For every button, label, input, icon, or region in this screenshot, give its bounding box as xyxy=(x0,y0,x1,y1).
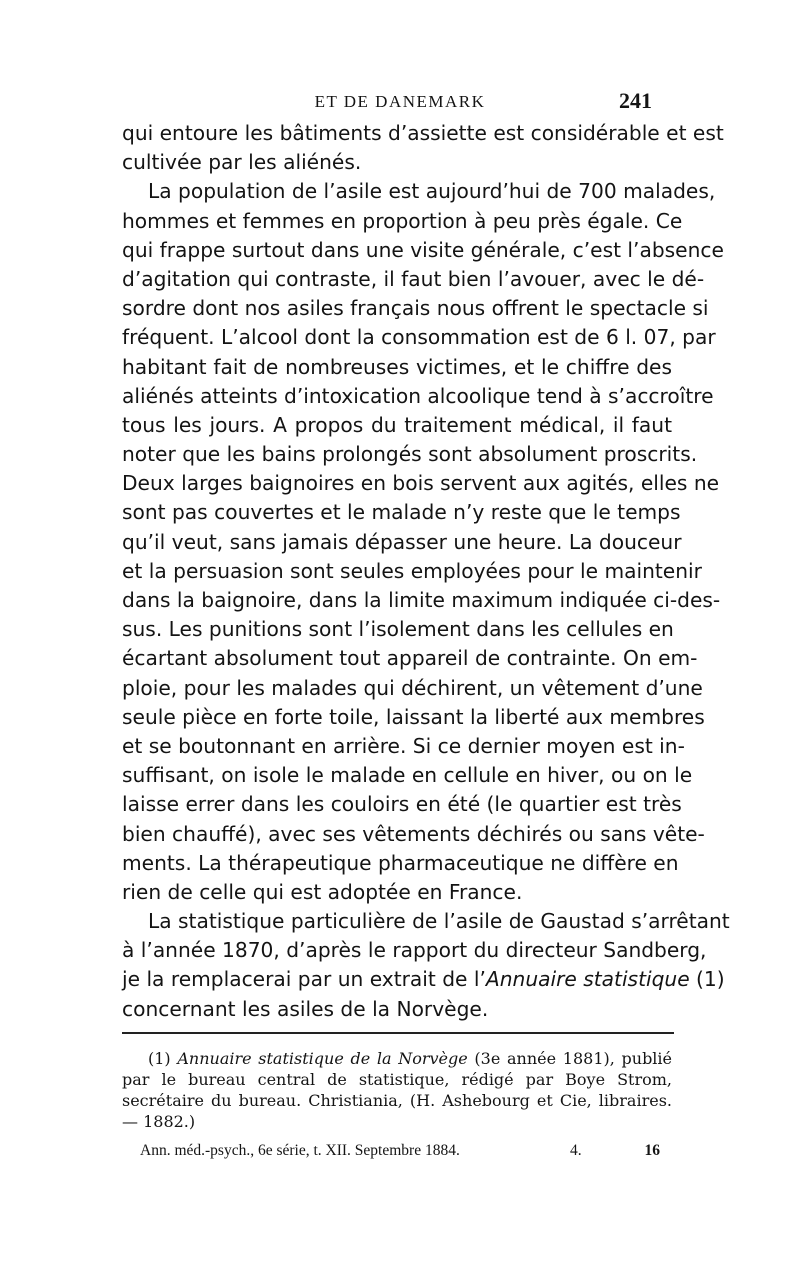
text-line: et se boutonnant en arrière. Si ce dernier moyen est in- xyxy=(122,733,685,758)
text-line: rien de celle qui est adoptée en France. xyxy=(122,879,523,904)
footnote-line xyxy=(122,1048,672,1069)
text-line: Deux larges baignoires en bois servent aux agités, elles ne xyxy=(122,471,720,496)
text-line xyxy=(122,965,725,994)
footnote-title: Annuaire statistique de la Norvège xyxy=(177,1049,468,1068)
text-line: qu’il veut, sans jamais dépasser une heure. La douceur xyxy=(122,529,682,554)
text-line: laisse errer dans les couloirs en été (le quartier est très xyxy=(122,792,682,817)
body-text xyxy=(122,119,730,1024)
text-line: qui entoure les bâtiments d’assiette est considérable et est xyxy=(122,121,724,145)
text-line: hommes et femmes en proportion à peu près égale. Ce xyxy=(122,208,683,233)
text-line: aliénés atteints d’intoxication alcoolique tend à s’accroître xyxy=(122,383,714,408)
text-line: d’agitation qui contraste, il faut bien l’avouer, avec le dé- xyxy=(122,266,705,291)
text-line: qui frappe surtout dans une visite générale, c’est l’absence xyxy=(122,237,724,262)
page-number: 241 xyxy=(619,88,652,113)
footnote-marker: (1) xyxy=(148,1049,178,1068)
text-line: La statistique particulière de l’asile de Gaustad s’arrêtant xyxy=(148,909,730,934)
footnote-line: — 1882.) xyxy=(122,1112,196,1131)
footnote-line: par le bureau central de statistique, rédigé par Boye Strom, xyxy=(122,1070,672,1089)
gathering-number: 16 xyxy=(644,1142,660,1159)
text-line: cultivée par les aliénés. xyxy=(122,150,362,175)
text-line: concernant les asiles de la Norvège. xyxy=(122,996,489,1021)
running-title: ET DE DANEMARK xyxy=(314,92,486,111)
text-line: à l’année 1870, d’après le rapport du directeur Sandberg, xyxy=(122,938,707,963)
signature-line xyxy=(140,1142,660,1164)
footnote xyxy=(122,1048,672,1132)
journal-signature: Ann. méd.-psych., 6e série, t. XII. Septembre 1884. xyxy=(140,1142,460,1159)
text-line: ploie, pour les malades qui déchirent, un vêtement d’une xyxy=(122,675,703,700)
sheet-mark: 4. xyxy=(570,1142,582,1159)
text-line: noter que les bains prolongés sont absolument proscrits. xyxy=(122,442,698,467)
text-line: ments. La thérapeutique pharmaceutique ne diffère en xyxy=(122,850,679,875)
italic-title: Annuaire statistique xyxy=(485,967,690,992)
text-line: sus. Les punitions sont l’isolement dans les cellules en xyxy=(122,617,674,642)
text-line: seule pièce en forte toile, laissant la liberté aux membres xyxy=(122,704,705,729)
text-line: tous les jours. A propos du traitement médical, il faut xyxy=(122,412,672,437)
text-line: La population de l’asile est aujourd’hui de 700 malades, xyxy=(148,179,716,204)
footnote-text: (3e année 1881), publié xyxy=(467,1049,673,1068)
text-line: sont pas couvertes et le malade n’y reste que le temps xyxy=(122,500,681,525)
text-fragment: je la remplacerai par un extrait de l’ xyxy=(122,967,486,992)
text-line: et la persuasion sont seules employées pour le maintenir xyxy=(122,558,702,583)
footnote-divider xyxy=(122,1032,674,1034)
running-head xyxy=(0,80,800,120)
text-line: habitant fait de nombreuses victimes, et le chiffre des xyxy=(122,354,672,379)
text-line: suffisant, on isole le malade en cellule en hiver, ou on le xyxy=(122,763,693,788)
footnote-line: secrétaire du bureau. Christiania, (H. Ashebourg et Cie, libraires. xyxy=(122,1091,672,1110)
text-line: bien chauffé), avec ses vêtements déchirés ou sans vête- xyxy=(122,821,705,846)
footnote-ref: (1) xyxy=(689,967,725,992)
text-line: écartant absolument tout appareil de contrainte. On em- xyxy=(122,646,698,671)
text-line: sordre dont nos asiles français nous offrent le spectacle si xyxy=(122,296,709,321)
text-line: fréquent. L’alcool dont la consommation est de 6 l. 07, par xyxy=(122,325,716,350)
text-line: dans la baignoire, dans la limite maximum indiquée ci-des- xyxy=(122,588,721,612)
